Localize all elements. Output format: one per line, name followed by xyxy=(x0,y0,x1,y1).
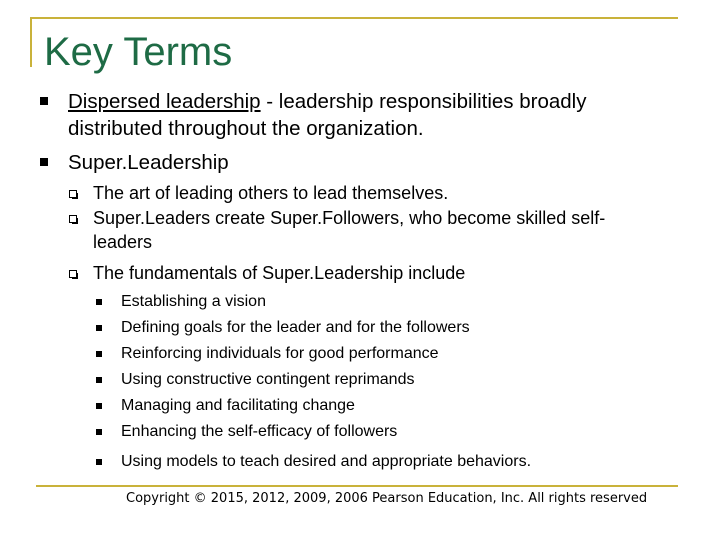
fundamental-item: Establishing a vision xyxy=(121,293,266,310)
bullet-icon xyxy=(96,299,102,305)
bullet-icon xyxy=(96,429,102,435)
bullet-icon xyxy=(96,351,102,357)
sub-bullet-3: The fundamentals of Super.Leadership include xyxy=(93,263,466,283)
fundamental-item: Enhancing the self-efficacy of followers xyxy=(121,423,398,440)
dispersed-leadership-line-1 xyxy=(68,88,586,115)
fundamental-item: Defining goals for the leader and for the followers xyxy=(121,319,470,336)
checkbox-bullet-icon xyxy=(69,190,77,198)
slide-title: Key Terms xyxy=(44,30,233,74)
bullet-icon xyxy=(96,377,102,383)
fundamental-item: Using constructive contingent reprimands xyxy=(121,371,415,388)
fundamental-item: Reinforcing individuals for good performance xyxy=(121,345,439,362)
checkbox-bullet-icon xyxy=(69,270,77,278)
fundamental-item: Managing and facilitating change xyxy=(121,397,355,414)
slide-frame-top xyxy=(30,17,678,19)
dispersed-leadership-line-2: distributed throughout the organization. xyxy=(68,117,424,140)
dispersed-leadership-term: Dispersed leadership xyxy=(68,90,261,113)
slide-frame-left xyxy=(30,17,32,67)
sub-bullet-2-line-2: leaders xyxy=(93,232,153,252)
checkbox-bullet-icon xyxy=(69,215,77,223)
dispersed-leadership-definition: - leadership responsibilities broadly xyxy=(260,90,587,113)
bullet-icon xyxy=(96,403,102,409)
bullet-icon xyxy=(40,97,48,105)
fundamental-item: Using models to teach desired and appropriate behaviors. xyxy=(121,453,532,470)
bullet-icon xyxy=(96,325,102,331)
superleadership-term: Super.Leadership xyxy=(68,151,229,174)
copyright-notice: Copyright © 2015, 2012, 2009, 2006 Pearson Education, Inc. All rights reserved xyxy=(126,491,648,506)
sub-bullet-2-line-1: Super.Leaders create Super.Followers, who become skilled self- xyxy=(93,208,606,228)
footer-divider xyxy=(36,485,678,487)
sub-bullet-1: The art of leading others to lead themselves. xyxy=(93,183,449,203)
bullet-icon xyxy=(40,158,48,166)
bullet-icon xyxy=(96,459,102,465)
